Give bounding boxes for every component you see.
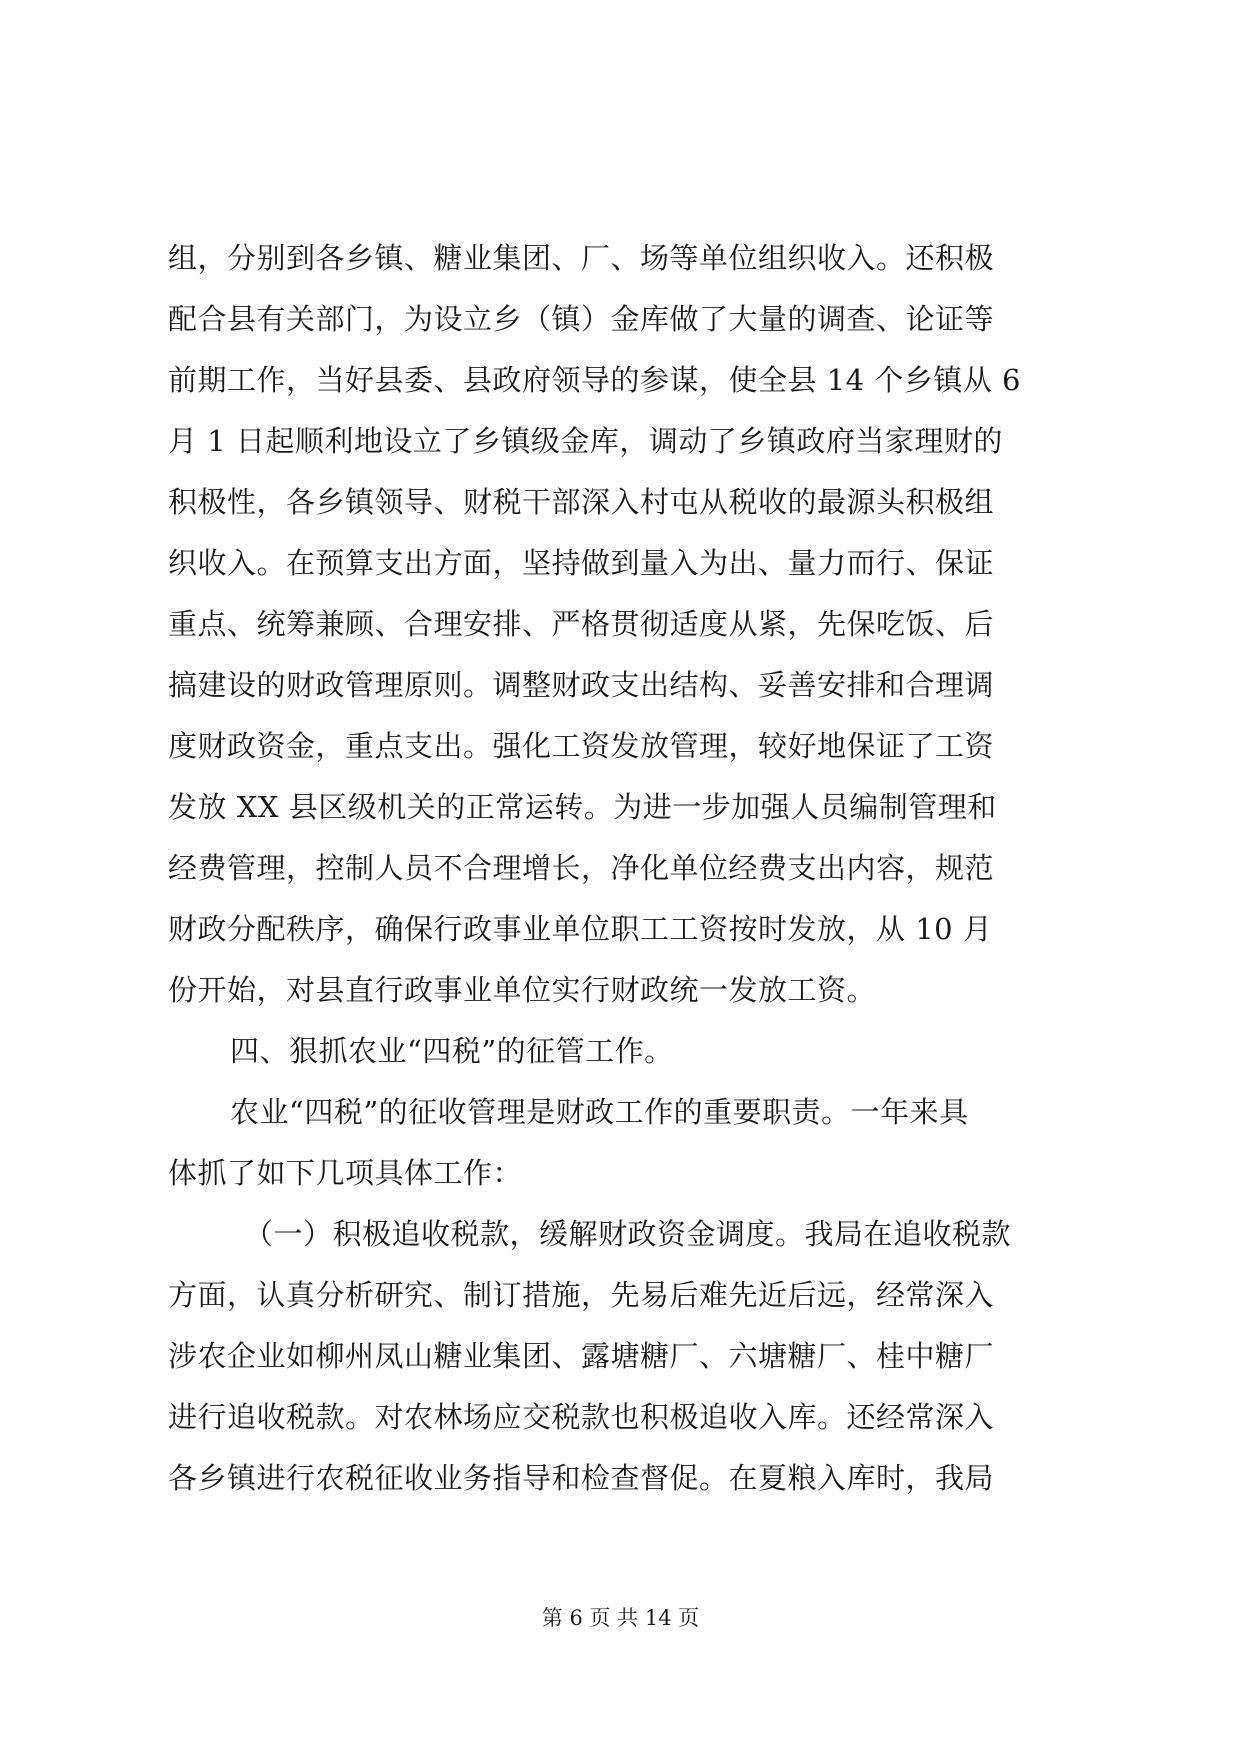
text-line: 度财政资金，重点支出。强化工资发放管理，较好地保证了工资 xyxy=(168,729,995,763)
text-line: 份开始，对县直行政事业单位实行财政统一发放工资。 xyxy=(168,973,877,1007)
text-line: 前期工作，当好县委、县政府领导的参谋，使全县 14 个乡镇从 6 xyxy=(168,363,1022,397)
body-text xyxy=(168,228,1088,1509)
subsection-line: （一）积极追收税款，缓解财政资金调度。我局在追收税款 xyxy=(244,1217,1012,1251)
text-line: 组，分别到各乡镇、糖业集团、厂、场等单位组织收入。还积极 xyxy=(168,241,995,275)
text-line: 经费管理，控制人员不合理增长，净化单位经费支出内容，规范 xyxy=(168,851,995,885)
text-line: 重点、统筹兼顾、合理安排、严格贯彻适度从紧，先保吃饭、后 xyxy=(168,607,995,641)
text-line: 发放 XX 县区级机关的正常运转。为进一步加强人员编制管理和 xyxy=(168,790,997,824)
text-line: 进行追收税款。对农林场应交税款也积极追收入库。还经常深入 xyxy=(168,1400,995,1434)
text-line: 织收入。在预算支出方面，坚持做到量入为出、量力而行、保证 xyxy=(168,546,995,580)
text-line: 涉农企业如柳州凤山糖业集团、露塘糖厂、六塘糖厂、桂中糖厂 xyxy=(168,1339,995,1373)
text-line: 体抓了如下几项具体工作： xyxy=(168,1156,523,1190)
text-line: 配合县有关部门，为设立乡（镇）金库做了大量的调查、论证等 xyxy=(168,302,995,336)
section-heading: 四、狠抓农业“四税”的征管工作。 xyxy=(230,1034,674,1068)
text-line: 各乡镇进行农税征收业务指导和检查督促。在夏粮入库时，我局 xyxy=(168,1461,995,1495)
text-line: 财政分配秩序，确保行政事业单位职工工资按时发放，从 10 月 xyxy=(168,912,993,946)
text-line: 农业“四税”的征收管理是财政工作的重要职责。一年来具 xyxy=(230,1095,969,1129)
text-line: 月 1 日起顺利地设立了乡镇级金库，调动了乡镇政府当家理财的 xyxy=(168,424,1003,458)
page-number-footer: 第 6 页 共 14 页 xyxy=(541,1606,700,1630)
text-line: 方面，认真分析研究、制订措施，先易后难先近后远，经常深入 xyxy=(168,1278,995,1312)
text-line: 搞建设的财政管理原则。调整财政支出结构、妥善安排和合理调 xyxy=(168,668,995,702)
text-line: 积极性，各乡镇领导、财税干部深入村屯从税收的最源头积极组 xyxy=(168,485,995,519)
